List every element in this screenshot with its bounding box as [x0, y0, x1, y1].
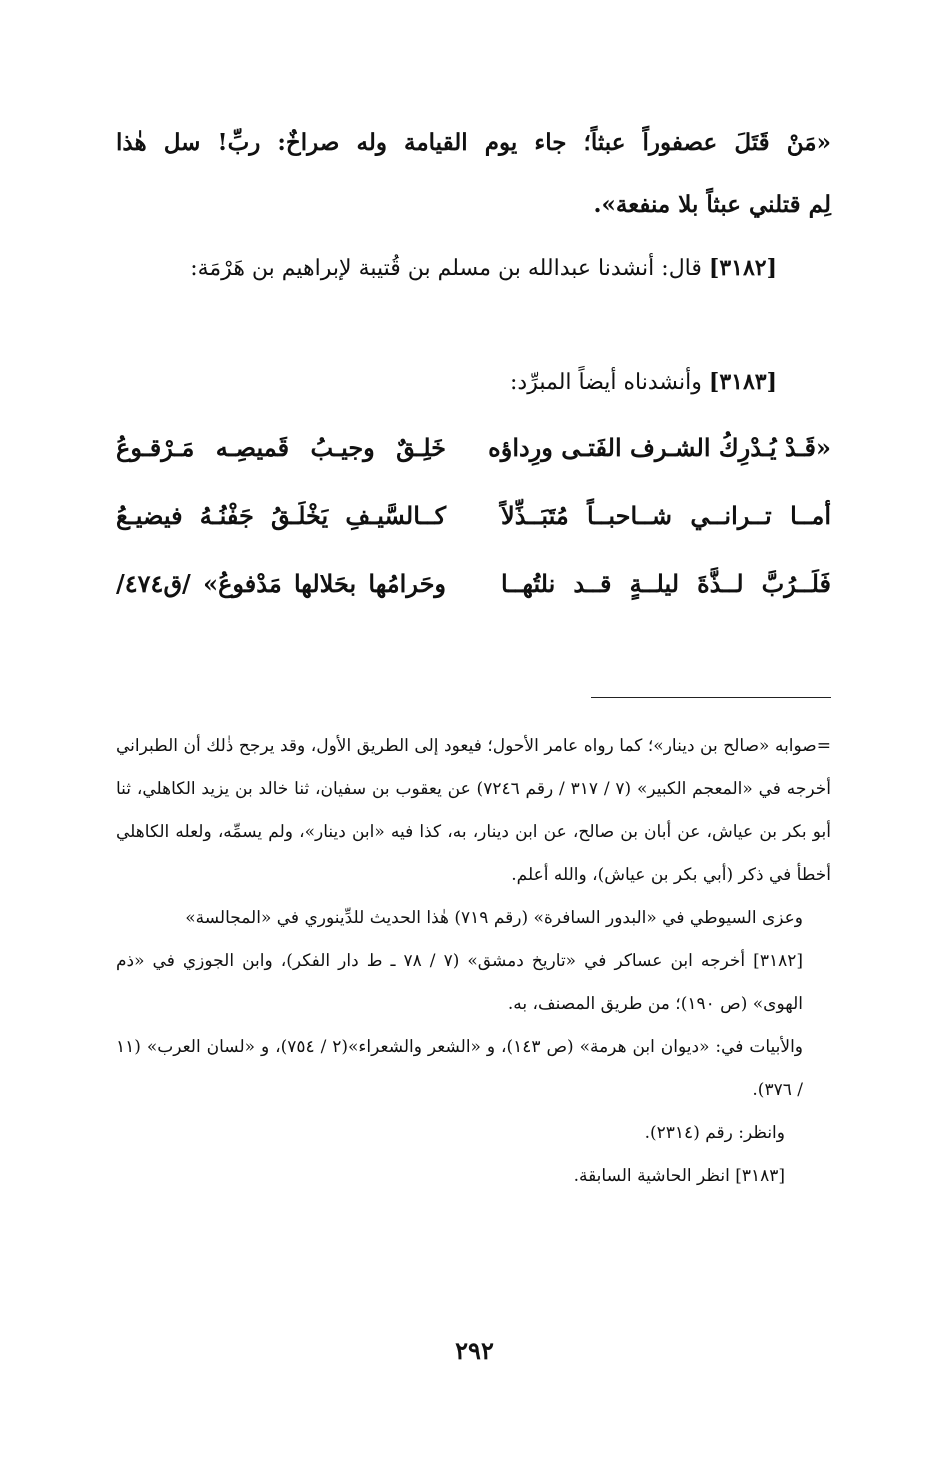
hadith-line-1: «مَنْ قَتَلَ عصفوراً عبثاً؛ جاء يوم القيامة وله صراخٌ: ربِّ! سل هٰذا [116, 129, 831, 156]
verse-first-hemistich: أمــا تــرانــي شــاحبــاً مُتَبَــذِّلاً [501, 501, 831, 530]
poem-verse [116, 482, 831, 550]
verse-second-hemistich: كــالسَّيـفِ يَخْلَـقُ جَفْنُـهُ فيضيـعُ [116, 501, 446, 530]
footnote-continuation: =صوابه «صالح بن دينار»؛ كما رواه عامر الأحول؛ فيعود إلى الطريق الأول، وقد يرجح ذٰلك أن الطبراني أخرجه في «المعجم الكبير» (٧ / ٣١٧ / رقم ٧٢٤٦) عن يعقوب بن سفيان، ثنا خالد بن يزيد الكاهلي، ثنا أبو بكر بن عياش، عن أبان بن صالح، عن ابن دينار، به، كذا فيه «ابن دينار»، ولم يسمِّه، ولعله الكاهلي أخطأ في ذكر (أبي بكر بن عياش)، والله أعلم. [116, 736, 831, 885]
footnote-separator [591, 697, 831, 698]
entry-3182-text: قال: أنشدنا عبدالله بن مسلم بن قُتيبة لإبراهيم بن هَرْمَة: [190, 256, 709, 281]
hadith-line-2: لِم قتلني عبثاً بلا منفعة». [593, 191, 831, 218]
page-number: ٢٩٢ [455, 1336, 494, 1365]
footnote-verses-sources: والأبيات في: «ديوان ابن هرمة» (ص ١٤٣)، و «الشعر والشعراء»(٢ / ٧٥٤)، و «لسان العرب» (١١ / ٣٧٦). [116, 1037, 804, 1100]
poem [116, 414, 831, 618]
entry-3183-text: وأنشدناه أيضاً المبرِّد: [509, 370, 709, 395]
poem-verse [116, 550, 831, 618]
footnote-suyuti: وعزى السيوطي في «البدور السافرة» (رقم ٧١٩) هٰذا الحديث للدِّينوري في «المجالسة» [185, 908, 803, 928]
hadith-text [116, 112, 831, 236]
entry-3182-number: [٣١٨٢] [708, 255, 777, 281]
footnotes [116, 725, 831, 1198]
footnote-see-also: وانظر: رقم (٢٣١٤). [644, 1123, 785, 1143]
verse-first-hemistich: «قَـدْ يُـدْرِكُ الشـرف الفَتـى ورِداؤه [488, 433, 831, 462]
verse-second-hemistich: وحَرامُها بحَلالها مَدْفوعُ» /ق٤٧٤/ [116, 569, 446, 598]
entry-3183 [62, 352, 831, 413]
poem-verse [116, 414, 831, 482]
entry-3183-number: [٣١٨٣] [708, 369, 777, 395]
footnote-3183: [٣١٨٣] انظر الحاشية السابقة. [573, 1166, 785, 1186]
verse-second-hemistich: خَلِـقٌ وجيـبُ قَميصِـه مَـرْقـوعُ [116, 433, 446, 462]
verse-first-hemistich: فَلَــرُبَّ لــذَّةَ ليلــةٍ قــد نلتُهــا [501, 569, 831, 598]
footnote-3182: [٣١٨٢] أخرجه ابن عساكر في «تاريخ دمشق» (٧ / ٧٨ ـ ط دار الفكر)، وابن الجوزي في «ذم الهوى» (ص ١٩٠)؛ من طريق المصنف، به. [116, 951, 803, 1014]
entry-3182 [62, 238, 831, 299]
